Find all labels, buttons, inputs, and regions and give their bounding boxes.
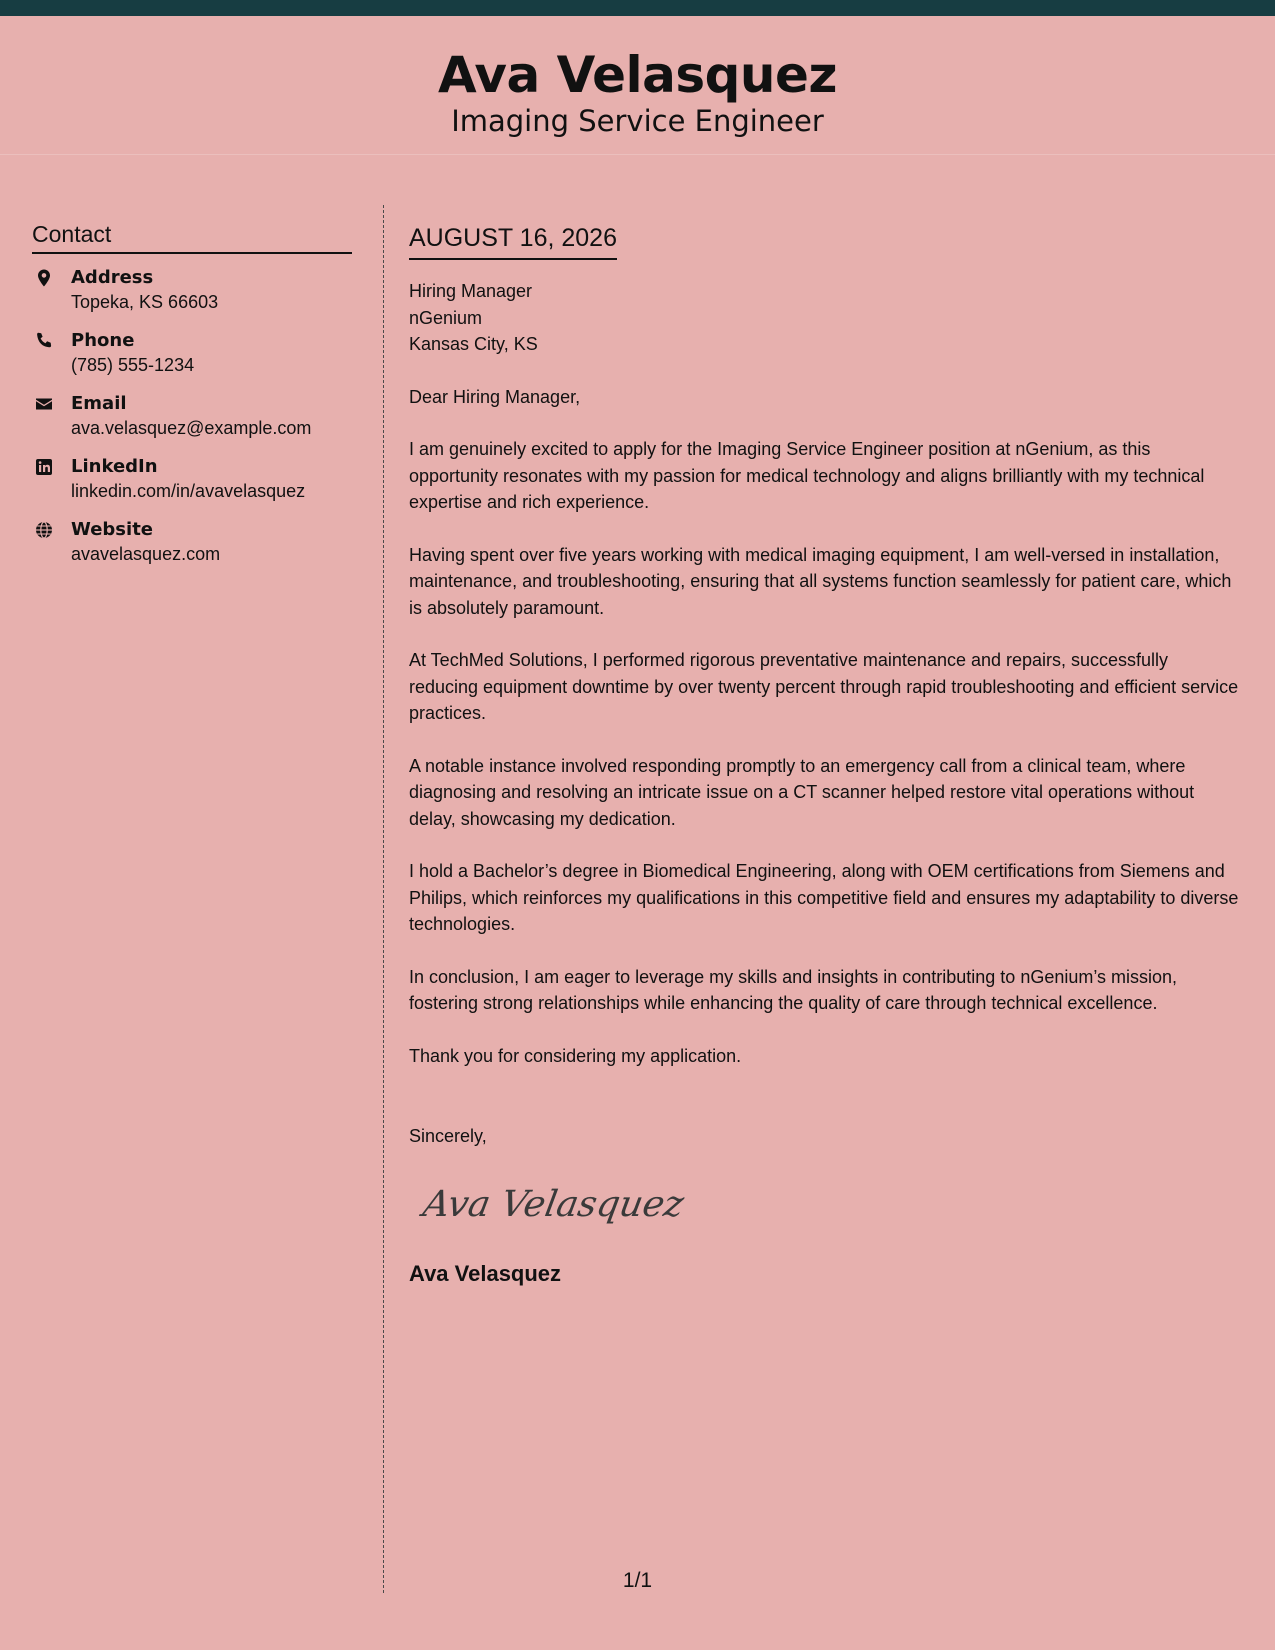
contact-value: avavelasquez.com xyxy=(71,544,221,564)
contact-value: linkedin.com/in/avavelasquez xyxy=(71,481,306,501)
linkedin-icon xyxy=(34,457,54,477)
letter-paragraph: In conclusion, I am eager to leverage my skills and insights in contributing to nGenium’s mission, fostering strong relationships while enhancing the quality of care through technical excellence. xyxy=(409,966,1178,1013)
contact-phone xyxy=(32,329,352,377)
page-header xyxy=(0,16,1275,155)
globe-icon xyxy=(34,520,54,540)
recipient-line: Hiring Manager xyxy=(409,281,533,301)
handwritten-signature xyxy=(420,1174,688,1234)
recipient-block xyxy=(409,278,1239,358)
svg-text:Ava Velasquez: Ava Velasquez xyxy=(420,1181,688,1225)
letter-paragraph: I hold a Bachelor’s degree in Biomedical Engineering, along with OEM certifications from Siemens and Philips, which reinforces my qualifications in this competitive field and ensures my adaptability to diverse technologies. xyxy=(409,861,1239,934)
contact-label: Phone xyxy=(71,330,135,351)
letter-paragraph: Having spent over five years working with medical imaging equipment, I am well-versed in installation, maintenance, and troubleshooting, ensuring that all systems function seamlessly for patient care, which is absolutely paramount. xyxy=(409,544,1232,618)
closing: Sincerely, xyxy=(409,1126,487,1146)
contact-value: Topeka, KS 66603 xyxy=(71,292,219,312)
letter-body xyxy=(409,222,1239,1288)
contact-label: Website xyxy=(71,519,154,540)
map-pin-icon xyxy=(34,268,54,288)
job-title: Imaging Service Engineer xyxy=(451,104,824,138)
signer-name: Ava Velasquez xyxy=(409,1261,562,1286)
salutation: Dear Hiring Manager, xyxy=(409,386,581,407)
contact-label: Email xyxy=(71,393,127,414)
page-number: 1/1 xyxy=(622,1569,653,1592)
column-divider xyxy=(383,205,384,1593)
letter-paragraph: At TechMed Solutions, I performed rigorous preventative maintenance and repairs, successfully reducing equipment downtime by over twenty percent through rapid troubleshooting and efficient service practices. xyxy=(409,650,1239,723)
contact-linkedin xyxy=(32,455,352,503)
phone-icon xyxy=(34,331,54,351)
contact-website xyxy=(32,518,352,566)
contact-value: (785) 555-1234 xyxy=(71,355,195,375)
contact-heading: Contact xyxy=(32,220,352,254)
contact-value: ava.velasquez@example.com xyxy=(71,418,312,438)
recipient-line: nGenium xyxy=(409,307,483,328)
letter-paragraph: Thank you for considering my application. xyxy=(409,1045,742,1066)
contact-address xyxy=(32,266,352,314)
contact-label: Address xyxy=(71,267,154,288)
candidate-name: Ava Velasquez xyxy=(437,46,838,104)
top-accent-bar xyxy=(0,0,1275,16)
envelope-icon xyxy=(34,394,54,414)
contact-email xyxy=(32,392,352,440)
recipient-line: Kansas City, KS xyxy=(409,334,538,354)
letter-date: AUGUST 16, 2026 xyxy=(409,222,617,260)
letter-paragraph: A notable instance involved responding promptly to an emergency call from a clinical team, where diagnosing and resolving an intricate issue on a CT scanner helped restore vital operations without delay, showcasing my dedication. xyxy=(409,755,1195,829)
letter-paragraph: I am genuinely excited to apply for the Imaging Service Engineer position at nGenium, as this opportunity resonates with my passion for medical technology and aligns brilliantly with my technical expertise and rich experience. xyxy=(409,439,1205,512)
contact-label: LinkedIn xyxy=(71,456,158,477)
contact-sidebar xyxy=(32,220,352,581)
